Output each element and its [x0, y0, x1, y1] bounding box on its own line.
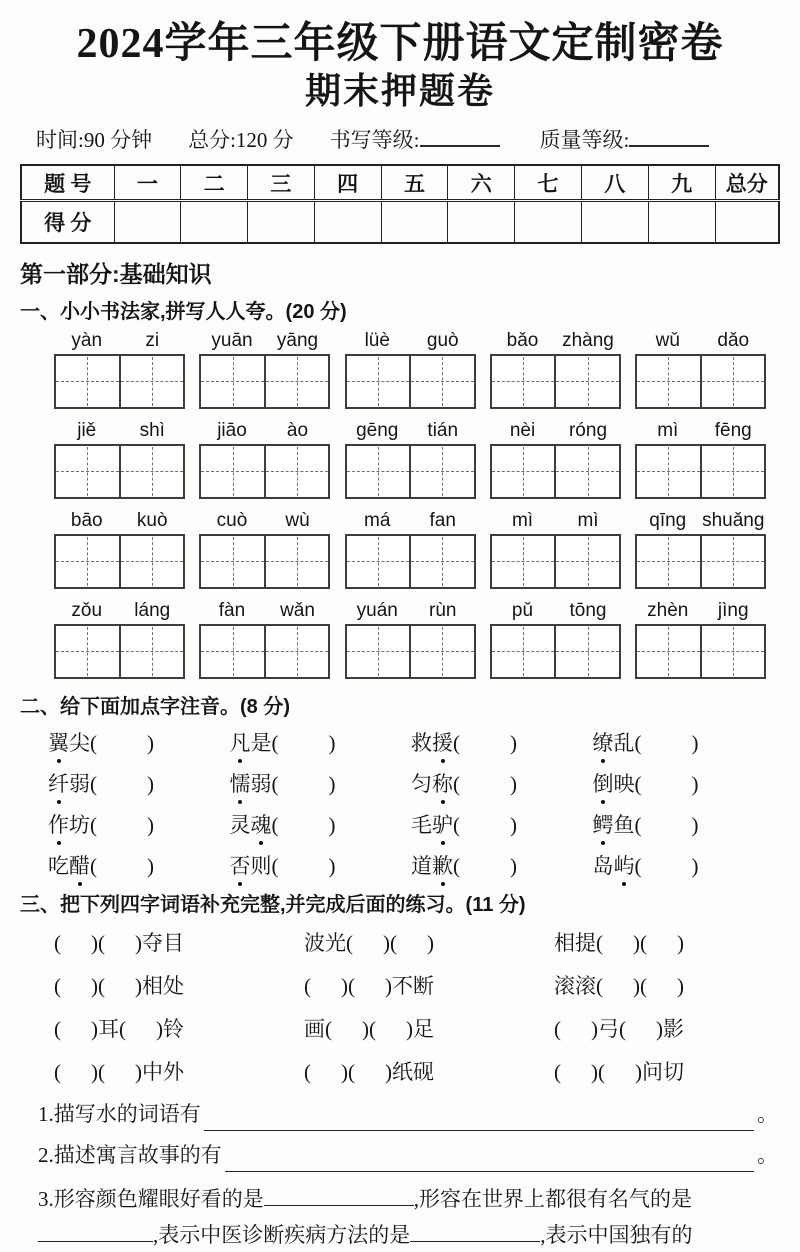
writing-box-pair	[635, 624, 766, 679]
fill-answer-blank	[38, 1216, 153, 1242]
q2-word-char: 缭	[593, 727, 614, 757]
writing-box-pair	[345, 354, 476, 409]
q2-word-char: 吃	[48, 853, 69, 878]
score-empty-cell	[381, 201, 448, 243]
fill-line-text: 3.形容颜色耀眼好看的是	[38, 1186, 264, 1211]
pinyin-syllable: fēng	[714, 419, 752, 441]
paper-title: 2024学年三年级下册语文定制密卷	[76, 21, 724, 67]
writing-box-pair	[199, 534, 330, 589]
writing-cell	[492, 356, 555, 407]
q3-phrase-grid	[20, 923, 780, 1090]
writing-box-pair	[345, 624, 476, 679]
q3-phrase-text: 弓	[598, 1016, 619, 1041]
pinyin-row	[20, 420, 780, 499]
writing-cell	[637, 536, 700, 587]
pinyin-syllable: láng	[134, 599, 171, 621]
pinyin-syllable: zhàng	[562, 329, 614, 351]
fill-line-text: 1.描写水的词语有	[38, 1101, 201, 1126]
fill-answer-blank	[204, 1105, 754, 1131]
q2-item: 岛屿( )	[593, 850, 775, 880]
q2-word-char: 弱	[69, 771, 90, 796]
pinyin-group	[199, 600, 330, 679]
q3-phrase-item: ( )弓( )影	[554, 1016, 684, 1041]
q3-phrase-item: ( )( )纸砚	[304, 1059, 434, 1084]
pinyin-labels	[635, 330, 766, 352]
q2-word-char: 凡	[230, 727, 251, 757]
time-label: 时间:90 分钟	[36, 127, 153, 152]
score-empty-cell	[248, 201, 315, 243]
writing-cell	[554, 626, 619, 677]
q2-word-char: 魂	[251, 809, 272, 839]
q2-word-char: 映	[613, 771, 635, 796]
fill-line-text: ,形容在世界上都很有名气的是	[413, 1186, 692, 1211]
pinyin-group	[199, 510, 330, 589]
q3-phrase-text: 纸砚	[392, 1059, 434, 1084]
pinyin-syllable: pǔ	[511, 599, 534, 621]
q2-word-char: 是	[250, 730, 272, 755]
pinyin-labels	[345, 330, 476, 352]
score-empty-cell	[314, 201, 381, 243]
score-table-header-cell: 四	[314, 165, 381, 201]
q3-phrase-item: ( )( )问切	[554, 1059, 684, 1084]
q2-word-char: 则	[250, 853, 272, 878]
pinyin-syllable: wù	[285, 509, 310, 531]
pinyin-group	[345, 420, 476, 499]
writing-cell	[637, 626, 700, 677]
pinyin-labels	[345, 600, 476, 622]
q3-phrase-item: 滚滚( )( )	[554, 973, 684, 998]
pinyin-labels	[635, 420, 766, 442]
writing-cell	[264, 356, 329, 407]
pinyin-labels	[635, 600, 766, 622]
q2-annotate-grid	[20, 725, 780, 882]
pinyin-syllable: qīng	[649, 509, 687, 531]
pinyin-group	[199, 330, 330, 409]
writing-cell	[56, 626, 119, 677]
q2-item: 纤弱( )	[48, 768, 230, 798]
writing-cell	[554, 536, 619, 587]
pinyin-row	[20, 600, 780, 679]
q2-word-char: 援	[432, 727, 453, 757]
writing-box-pair	[635, 354, 766, 409]
score-table-header-cell: 六	[448, 165, 515, 201]
writing-cell	[700, 626, 765, 677]
fill-line-text: 2.描述寓言故事的有	[38, 1142, 222, 1167]
score-empty-cell	[515, 201, 582, 243]
pinyin-group	[54, 420, 185, 499]
q2-item: 鳄鱼( )	[593, 809, 775, 839]
pinyin-syllable: rùn	[429, 599, 457, 621]
writing-cell	[554, 446, 619, 497]
q2-word-char: 懦	[230, 768, 251, 798]
pinyin-syllable: mì	[577, 509, 599, 531]
pinyin-syllable: kuò	[136, 509, 168, 531]
q2-word-char: 醋	[69, 850, 90, 880]
fill-line-text: ,表示中医诊断疾病方法的是	[153, 1222, 411, 1247]
writing-cell	[347, 446, 410, 497]
q2-item: 缭乱( )	[593, 727, 775, 757]
pinyin-syllable: wǔ	[655, 329, 680, 351]
q3-phrase-text: 画	[304, 1016, 325, 1041]
fill-line	[38, 1139, 778, 1172]
pinyin-labels	[54, 600, 185, 622]
writing-cell	[700, 446, 765, 497]
pinyin-labels	[345, 510, 476, 532]
pinyin-syllable: jiāo	[217, 419, 247, 441]
q3-phrase-text: 不断	[392, 973, 434, 998]
pinyin-labels	[199, 600, 330, 622]
writing-cell	[700, 356, 765, 407]
pinyin-labels	[490, 510, 621, 532]
writing-box-pair	[490, 444, 621, 499]
writing-cell	[492, 536, 555, 587]
pinyin-syllable: bāo	[70, 509, 103, 531]
writing-cell	[409, 536, 474, 587]
q2-item: 翼尖( )	[48, 727, 230, 757]
writing-cell	[492, 626, 555, 677]
score-row-label: 得 分	[21, 201, 114, 243]
pinyin-syllable: jìng	[717, 599, 749, 621]
part1-heading: 第一部分:基础知识	[20, 260, 212, 287]
score-empty-cell	[448, 201, 515, 243]
pinyin-syllable: cuò	[216, 509, 248, 531]
writing-cell	[119, 356, 184, 407]
writing-cell	[119, 536, 184, 587]
writing-box-pair	[199, 624, 330, 679]
q2-item: 倒映( )	[593, 768, 775, 798]
writing-cell	[264, 446, 329, 497]
pinyin-group	[199, 420, 330, 499]
q3-phrase-item: 画( )( )足	[304, 1016, 434, 1041]
q2-word-char: 毛	[411, 812, 432, 837]
pinyin-syllable: lüè	[364, 329, 390, 351]
pinyin-labels	[54, 510, 185, 532]
q2-item: 道歉( )	[411, 850, 593, 880]
fill-answer-blank	[410, 1216, 540, 1242]
score-table-header-cell: 九	[648, 165, 715, 201]
fill-answer-blank	[264, 1180, 414, 1206]
score-empty-cell	[581, 201, 648, 243]
q3-phrase-item: 相提( )( )	[554, 930, 684, 955]
pinyin-group	[490, 420, 621, 499]
q2-item: 凡是( )	[230, 727, 412, 757]
pinyin-labels	[54, 330, 185, 352]
writing-cell	[409, 626, 474, 677]
writing-cell	[264, 536, 329, 587]
writing-cell	[347, 536, 410, 587]
pinyin-row	[20, 510, 780, 589]
score-table	[20, 164, 780, 244]
pinyin-syllable: yuán	[356, 599, 398, 621]
pinyin-group	[490, 330, 621, 409]
q2-word-char: 救	[411, 730, 432, 755]
writing-box-pair	[345, 534, 476, 589]
pinyin-syllable: mì	[511, 509, 534, 531]
pinyin-syllable: guò	[426, 329, 459, 351]
pinyin-group	[54, 600, 185, 679]
pinyin-group	[490, 510, 621, 589]
writing-cell	[201, 626, 264, 677]
pinyin-syllable: ào	[286, 419, 309, 441]
q3-phrase-item: ( )( )中外	[54, 1059, 184, 1084]
q2-word-char: 歉	[432, 850, 453, 880]
writing-box-pair	[490, 534, 621, 589]
q2-word-char: 鱼	[613, 812, 635, 837]
score-table-header-cell: 三	[248, 165, 315, 201]
writing-cell	[637, 356, 700, 407]
pinyin-group	[490, 600, 621, 679]
q2-word-char: 岛	[592, 853, 614, 878]
paper-subtitle: 期末押题卷	[304, 71, 495, 112]
writing-box-pair	[54, 354, 185, 409]
q3-phrase-text: 相处	[142, 973, 184, 998]
fill-line-text: ,表示中国独有的	[540, 1222, 693, 1247]
writing-cell	[56, 446, 119, 497]
total-score-label: 总分:120 分	[188, 127, 294, 152]
writing-grade-blank	[420, 125, 500, 147]
writing-cell	[56, 356, 119, 407]
pinyin-labels	[54, 420, 185, 442]
writing-cell	[637, 446, 700, 497]
pinyin-syllable: zǒu	[71, 599, 103, 621]
writing-cell	[347, 356, 410, 407]
q2-word-char: 尖	[69, 730, 90, 755]
writing-cell	[409, 446, 474, 497]
writing-box-pair	[490, 624, 621, 679]
pinyin-syllable: yàn	[71, 329, 103, 351]
q2-word-char: 乱	[613, 730, 635, 755]
writing-cell	[201, 536, 264, 587]
pinyin-syllable: róng	[568, 419, 608, 441]
q2-word-char: 否	[230, 850, 251, 880]
writing-box-pair	[635, 534, 766, 589]
q3-phrase-text: 波光	[304, 930, 346, 955]
writing-cell	[492, 446, 555, 497]
pinyin-syllable: fan	[429, 509, 456, 531]
pinyin-syllable: tōng	[569, 599, 607, 621]
pinyin-group	[635, 510, 766, 589]
q2-word-char: 纤	[48, 768, 69, 798]
q2-word-char: 弱	[250, 771, 272, 796]
writing-box-pair	[199, 354, 330, 409]
pinyin-labels	[635, 510, 766, 532]
q3-phrase-text: 中外	[142, 1059, 184, 1084]
q3-phrase-text: 滚滚	[554, 973, 596, 998]
score-table-header-cell: 总分	[715, 165, 779, 201]
pinyin-syllable: yāng	[276, 329, 319, 351]
score-table-header-cell: 五	[381, 165, 448, 201]
pinyin-writing-section	[20, 330, 780, 679]
score-empty-cell	[715, 201, 779, 243]
q3-phrase-text: 相提	[554, 930, 596, 955]
q3-phrase-text: 耳	[98, 1016, 119, 1041]
pinyin-syllable: zhèn	[647, 599, 689, 621]
fill-line	[38, 1098, 778, 1131]
fill-line	[38, 1180, 778, 1252]
q2-word-char: 匀	[411, 771, 432, 796]
question2-title: 二、给下面加点字注音。(8 分)	[20, 695, 290, 718]
pinyin-labels	[490, 330, 621, 352]
q2-word-char: 坊	[69, 812, 90, 837]
pinyin-syllable: fàn	[218, 599, 246, 621]
q2-item: 毛驴( )	[411, 809, 593, 839]
pinyin-labels	[490, 600, 621, 622]
pinyin-group	[345, 600, 476, 679]
q3-phrase-text: 问切	[642, 1059, 684, 1084]
pinyin-syllable: dǎo	[717, 329, 750, 351]
q2-item: 救援( )	[411, 727, 593, 757]
writing-grade-label: 书写等级:	[329, 127, 420, 152]
pinyin-labels	[345, 420, 476, 442]
q3-phrase-text: 铃	[163, 1016, 184, 1041]
pinyin-labels	[199, 420, 330, 442]
score-table-header-cell: 一	[114, 165, 181, 201]
q2-word-char: 称	[432, 768, 453, 798]
q2-item: 懦弱( )	[230, 768, 412, 798]
pinyin-group	[345, 330, 476, 409]
writing-box-pair	[54, 624, 185, 679]
writing-cell	[700, 536, 765, 587]
pinyin-syllable: shì	[139, 419, 165, 441]
writing-box-pair	[345, 444, 476, 499]
pinyin-labels	[199, 510, 330, 532]
writing-cell	[119, 446, 184, 497]
pinyin-labels	[199, 330, 330, 352]
pinyin-group	[345, 510, 476, 589]
pinyin-syllable: wǎn	[280, 599, 315, 621]
pinyin-row	[20, 330, 780, 409]
q2-word-char: 灵	[229, 812, 251, 837]
q2-item: 灵魂( )	[230, 809, 412, 839]
q3-phrase-text: 夺目	[142, 930, 184, 955]
quality-grade-label: 质量等级:	[539, 127, 630, 152]
q3-phrase-item: 波光( )( )	[304, 930, 434, 955]
score-table-header-cell: 八	[581, 165, 648, 201]
pinyin-group	[635, 600, 766, 679]
score-empty-cell	[181, 201, 248, 243]
pinyin-syllable: zi	[145, 329, 160, 351]
writing-cell	[409, 356, 474, 407]
pinyin-syllable: bǎo	[506, 329, 539, 351]
pinyin-group	[635, 420, 766, 499]
score-table-header-cell: 二	[181, 165, 248, 201]
score-empty-cell	[114, 201, 181, 243]
q2-word-char: 道	[411, 853, 432, 878]
score-empty-cell	[648, 201, 715, 243]
q3-phrase-item: ( )( )夺目	[54, 930, 184, 955]
q2-word-char: 鳄	[593, 809, 614, 839]
q2-item: 否则( )	[230, 850, 412, 880]
quality-grade-blank	[629, 125, 709, 147]
writing-cell	[56, 536, 119, 587]
pinyin-syllable: gēng	[356, 419, 399, 441]
q2-item: 匀称( )	[411, 768, 593, 798]
writing-box-pair	[199, 444, 330, 499]
writing-cell	[554, 356, 619, 407]
writing-cell	[201, 356, 264, 407]
q2-item: 吃醋( )	[48, 850, 230, 880]
q3-phrase-text: 足	[413, 1016, 434, 1041]
pinyin-labels	[490, 420, 621, 442]
pinyin-group	[54, 330, 185, 409]
question3-title: 三、把下列四字词语补充完整,并完成后面的练习。(11 分)	[20, 893, 526, 916]
pinyin-syllable: nèi	[509, 419, 536, 441]
question1-title: 一、小小书法家,拼写人人夸。(20 分)	[20, 300, 347, 323]
pinyin-syllable: mì	[657, 419, 679, 441]
writing-box-pair	[635, 444, 766, 499]
q2-item: 作坊( )	[48, 809, 230, 839]
writing-cell	[119, 626, 184, 677]
writing-box-pair	[490, 354, 621, 409]
pinyin-group	[635, 330, 766, 409]
writing-cell	[264, 626, 329, 677]
q2-word-char: 倒	[593, 768, 614, 798]
q3-phrase-item: ( )( )不断	[304, 973, 434, 998]
q2-word-char: 翼	[48, 727, 69, 757]
fill-line-text: 。	[757, 1142, 778, 1167]
pinyin-syllable: shuǎng	[702, 509, 765, 531]
pinyin-syllable: jiě	[77, 419, 97, 441]
fill-line-text: 。	[757, 1101, 778, 1126]
writing-cell	[347, 626, 410, 677]
pinyin-syllable: tián	[427, 419, 459, 441]
q2-word-char: 屿	[614, 850, 635, 880]
pinyin-syllable: má	[364, 509, 391, 531]
q2-word-char: 作	[48, 809, 69, 839]
writing-box-pair	[54, 534, 185, 589]
q3-phrase-item: ( )( )相处	[54, 973, 184, 998]
q3-phrase-item: ( )耳( )铃	[54, 1016, 184, 1041]
q2-word-char: 驴	[432, 809, 453, 839]
q3-phrase-text: 影	[663, 1016, 684, 1041]
writing-box-pair	[54, 444, 185, 499]
fill-answer-blank	[225, 1146, 754, 1172]
pinyin-group	[54, 510, 185, 589]
score-table-header-cell: 七	[515, 165, 582, 201]
score-table-header-cell: 题 号	[21, 165, 114, 201]
exam-info-line	[20, 124, 780, 154]
writing-cell	[201, 446, 264, 497]
pinyin-syllable: yuān	[211, 329, 253, 351]
q3-fill-lines	[20, 1092, 780, 1252]
